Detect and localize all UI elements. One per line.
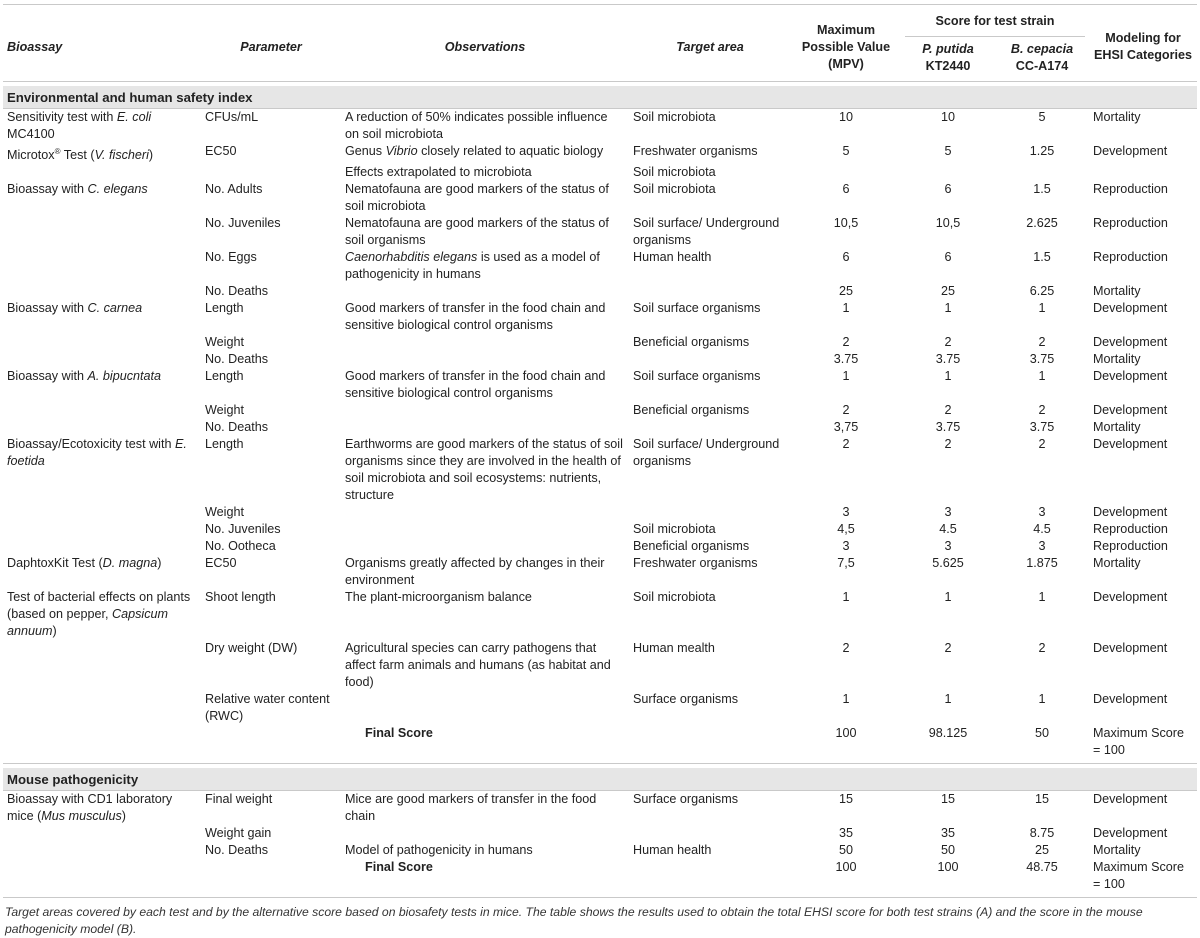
bioassay-cell: [3, 351, 201, 368]
table-row: [3, 791, 1197, 826]
parameter-cell: No. Eggs: [205, 250, 257, 265]
table-row: [3, 419, 1197, 436]
score-strain2-cell: 3: [1038, 539, 1046, 554]
category-cell: Development: [1093, 641, 1168, 656]
target-area-cell: Beneficial organisms: [633, 539, 750, 554]
score-strain2-cell: 1: [1038, 301, 1046, 316]
observation-cell: The plant-microorganism balance: [345, 590, 532, 605]
score-strain2-cell: [995, 164, 1089, 181]
mpv-cell: 2: [842, 335, 850, 350]
section-mouse-title: Mouse pathogenicity: [3, 768, 1197, 791]
target-area-cell: Soil surface organisms: [633, 301, 761, 316]
bioassay-cell: Bioassay with C. carnea: [7, 301, 143, 316]
score-strain2-cell: 1.5: [1033, 250, 1051, 265]
mpv-cell: 2: [842, 403, 850, 418]
category-cell: Reproduction: [1093, 216, 1168, 231]
empty-cell: [629, 859, 791, 898]
bioassay-cell: [3, 640, 201, 691]
final-score-strain1: 100: [937, 860, 959, 875]
score-strain2-cell: 4.5: [1033, 522, 1051, 537]
parameter-cell: [201, 164, 341, 181]
score-strain1-cell: 15: [940, 792, 955, 807]
header-parameter: Parameter: [240, 39, 302, 54]
bioassay-cell: [3, 402, 201, 419]
mpv-cell: 3,75: [833, 420, 859, 435]
observation-cell: [341, 334, 629, 351]
final-mpv: 100: [835, 860, 857, 875]
header-target-area: Target area: [676, 39, 744, 54]
category-cell: Reproduction: [1093, 250, 1168, 265]
target-area-cell: Soil microbiota: [633, 165, 716, 180]
observation-cell: Caenorhabditis elegans is used as a model of pathogenicity in humans: [345, 250, 600, 282]
category-cell: Development: [1093, 505, 1168, 520]
category-cell: Mortality: [1093, 110, 1141, 124]
table-row: [3, 538, 1197, 555]
empty-cell: [629, 725, 791, 764]
observation-cell: Good markers of transfer in the food chain and sensitive biological control organisms: [345, 369, 606, 401]
score-strain1-cell: 2: [944, 641, 952, 656]
observation-cell: A reduction of 50% indicates possible influence on soil microbiota: [345, 110, 608, 141]
mpv-cell: 1: [842, 369, 850, 384]
observation-cell: [341, 691, 629, 725]
empty-cell: [201, 725, 341, 764]
target-area-cell: Human health: [633, 843, 712, 858]
bioassay-cell: [3, 164, 201, 181]
header-modeling: Modeling for EHSI Categories: [1094, 31, 1192, 62]
final-score-strain2: 50: [1035, 726, 1050, 741]
score-strain1-cell: 35: [940, 826, 955, 841]
observation-cell: [341, 504, 629, 521]
final-mpv: 100: [835, 726, 857, 741]
target-area-cell: Soil microbiota: [633, 522, 716, 537]
score-strain2-cell: 2: [1038, 335, 1046, 350]
mpv-cell: 1: [842, 301, 850, 316]
mpv-cell: 6: [842, 182, 850, 197]
score-strain2-cell: 8.75: [1029, 826, 1055, 841]
score-strain1-cell: 6: [944, 250, 952, 265]
category-cell: [1089, 164, 1197, 181]
observation-cell: Organisms greatly affected by changes in their environment: [345, 556, 605, 588]
mpv-cell: 3.75: [833, 352, 859, 367]
score-strain1-cell: 5.625: [932, 556, 964, 571]
parameter-cell: No. Deaths: [205, 284, 268, 299]
observation-cell: Mice are good markers of transfer in the food chain: [345, 792, 597, 824]
score-strain2-cell: 15: [1035, 792, 1050, 807]
parameter-cell: No. Ootheca: [205, 539, 276, 554]
bioassay-cell: [3, 283, 201, 300]
table-row: [3, 842, 1197, 859]
table-row: [3, 521, 1197, 538]
table-row: [3, 215, 1197, 249]
parameter-cell: No. Adults: [205, 182, 263, 197]
bioassay-cell: [3, 249, 201, 283]
mpv-cell: 2: [842, 641, 850, 656]
mpv-cell: 35: [838, 826, 853, 841]
mpv-cell: 50: [838, 843, 853, 858]
table-row: [3, 368, 1197, 402]
score-strain1-cell: 5: [944, 144, 952, 158]
target-area-cell: [629, 419, 791, 436]
parameter-cell: Weight: [205, 505, 244, 520]
score-strain1-cell: 2: [944, 437, 952, 452]
score-strain2-cell: 5: [1038, 110, 1046, 124]
score-strain1-cell: 6: [944, 182, 952, 197]
mpv-cell: 3: [842, 505, 850, 520]
category-cell: Reproduction: [1093, 539, 1168, 554]
table-row: [3, 504, 1197, 521]
mpv-cell: 15: [838, 792, 853, 807]
header-score-group: Score for test strain: [901, 5, 1089, 38]
score-strain1-cell: 3: [944, 539, 952, 554]
category-cell: Development: [1093, 792, 1168, 807]
score-strain2-cell: 1: [1038, 369, 1046, 384]
section-ehsi-final-score-row: [3, 725, 1197, 764]
category-cell: Mortality: [1093, 843, 1141, 858]
parameter-cell: Relative water content (RWC): [205, 692, 330, 724]
header-mpv: Maximum Possible Value (MPV): [801, 22, 891, 71]
bioassay-cell: [3, 538, 201, 555]
mpv-cell: 6: [842, 250, 850, 265]
table-caption: Target areas covered by each test and by the alternative score based on biosafety tests in mice. The table shows the results used to obtain the total EHSI score for both test strains (A) and the score in the mouse pathogenicity model (B).: [5, 905, 1143, 937]
bioassay-cell: Bioassay with A. bipucntata: [7, 369, 162, 384]
observation-cell: [341, 419, 629, 436]
score-strain2-cell: 2: [1038, 641, 1046, 656]
category-cell: Mortality: [1093, 556, 1141, 571]
header-bioassay: Bioassay: [7, 39, 63, 54]
score-strain1-cell: 3.75: [935, 420, 961, 435]
parameter-cell: Length: [205, 437, 244, 452]
table-row: [3, 402, 1197, 419]
empty-cell: [3, 725, 201, 764]
table-row: [3, 436, 1197, 504]
bioassay-cell: Bioassay/Ecotoxicity test with E. foetida: [7, 437, 187, 469]
table-row: [3, 691, 1197, 725]
header-strain1: P. putida KT2440: [922, 42, 974, 73]
bioassay-cell: Sensitivity test with E. coli MC4100: [7, 110, 152, 141]
category-cell: Development: [1093, 369, 1168, 384]
table-row: [3, 181, 1197, 215]
parameter-cell: No. Juveniles: [205, 216, 281, 231]
target-area-cell: Surface organisms: [633, 792, 738, 807]
observation-cell: [341, 283, 629, 300]
score-strain2-cell: 3.75: [1029, 420, 1055, 435]
final-score-strain2: 48.75: [1026, 860, 1058, 875]
section-mouse-final-score-row: [3, 859, 1197, 898]
target-area-cell: Soil microbiota: [633, 182, 716, 197]
parameter-cell: Weight: [205, 403, 244, 418]
table-row: [3, 300, 1197, 334]
table-row: [3, 164, 1197, 181]
table-row: [3, 640, 1197, 691]
score-strain1-cell: 1: [944, 590, 952, 605]
mpv-cell: 10: [838, 110, 853, 124]
observation-cell: Genus Vibrio closely related to aquatic biology: [345, 144, 604, 158]
category-cell: Mortality: [1093, 284, 1141, 299]
table-row: [3, 555, 1197, 589]
parameter-cell: Weight gain: [205, 826, 272, 841]
final-score-label: Final Score: [365, 726, 433, 741]
mpv-cell: [791, 164, 901, 181]
score-strain1-cell: 2: [944, 403, 952, 418]
score-strain1-cell: 25: [940, 284, 955, 299]
table-container: [3, 0, 1197, 938]
observation-cell: [341, 521, 629, 538]
final-score-strain1: 98.125: [928, 726, 968, 741]
parameter-cell: Weight: [205, 335, 244, 350]
bioassay-cell: [3, 419, 201, 436]
observation-cell: [341, 402, 629, 419]
score-strain2-cell: 6.25: [1029, 284, 1055, 299]
mpv-cell: 1: [842, 590, 850, 605]
score-strain1-cell: 1: [944, 692, 952, 707]
bioassay-cell: [3, 825, 201, 842]
target-area-cell: Freshwater organisms: [633, 144, 758, 158]
mpv-cell: 2: [842, 437, 850, 452]
score-strain2-cell: 3: [1038, 505, 1046, 520]
final-score-label: Final Score: [365, 860, 433, 875]
parameter-cell: Dry weight (DW): [205, 641, 298, 656]
section-ehsi-title: Environmental and human safety index: [3, 86, 1197, 109]
table-row: [3, 334, 1197, 351]
score-strain2-cell: 2.625: [1026, 216, 1058, 231]
score-strain2-cell: 1.5: [1033, 182, 1051, 197]
bioassay-cell: [3, 521, 201, 538]
target-area-cell: [629, 283, 791, 300]
parameter-cell: CFUs/mL: [205, 110, 259, 124]
final-category: Maximum Score = 100: [1093, 726, 1184, 758]
table-row: [3, 351, 1197, 368]
table-row: [3, 283, 1197, 300]
category-cell: Mortality: [1093, 420, 1141, 435]
score-strain1-cell: 10: [940, 110, 955, 124]
table-row: [3, 109, 1197, 144]
target-area-cell: Soil surface/ Underground organisms: [633, 216, 780, 248]
score-strain2-cell: 3.75: [1029, 352, 1055, 367]
observation-cell: Agricultural species can carry pathogens that affect farm animals and humans (as habitat and food): [345, 641, 611, 690]
category-cell: Reproduction: [1093, 522, 1168, 537]
parameter-cell: EC50: [205, 144, 237, 158]
score-strain2-cell: 1: [1038, 692, 1046, 707]
table-row: [3, 589, 1197, 640]
header-strain2: B. cepacia CC-A174: [1010, 42, 1074, 73]
parameter-cell: No. Deaths: [205, 420, 268, 435]
target-area-cell: Beneficial organisms: [633, 335, 750, 350]
table-row: [3, 249, 1197, 283]
category-cell: Development: [1093, 301, 1168, 316]
category-cell: Development: [1093, 437, 1168, 452]
score-strain2-cell: 1: [1038, 590, 1046, 605]
category-cell: Mortality: [1093, 352, 1141, 367]
bioassay-cell: Test of bacterial effects on plants (based on pepper, Capsicum annuum): [7, 590, 191, 639]
observation-cell: Good markers of transfer in the food chain and sensitive biological control organisms: [345, 301, 606, 333]
mpv-cell: 7,5: [837, 556, 855, 571]
bioassay-cell: Bioassay with C. elegans: [7, 182, 148, 197]
table-row: [3, 825, 1197, 842]
target-area-cell: Human mealth: [633, 641, 715, 656]
observation-cell: Effects extrapolated to microbiota: [345, 165, 532, 180]
parameter-cell: EC50: [205, 556, 237, 571]
score-strain2-cell: 2: [1038, 437, 1046, 452]
category-cell: Development: [1093, 335, 1168, 350]
target-area-cell: Human health: [633, 250, 712, 265]
score-strain2-cell: 25: [1035, 843, 1050, 858]
target-area-cell: Freshwater organisms: [633, 556, 758, 571]
mpv-cell: 10,5: [833, 216, 859, 231]
observation-cell: Nematofauna are good markers of the status of soil microbiota: [345, 182, 609, 214]
bioassay-cell: Bioassay with CD1 laboratory mice (Mus musculus): [7, 792, 173, 824]
score-strain2-cell: 1.875: [1026, 556, 1058, 571]
category-cell: Development: [1093, 692, 1168, 707]
bioassay-cell: [3, 334, 201, 351]
score-strain1-cell: 1: [944, 369, 952, 384]
final-category: Maximum Score = 100: [1093, 860, 1184, 892]
ehsi-table: [3, 4, 1197, 898]
header-observations: Observations: [444, 39, 526, 54]
observation-cell: [341, 351, 629, 368]
target-area-cell: Beneficial organisms: [633, 403, 750, 418]
mpv-cell: 3: [842, 539, 850, 554]
observation-cell: [341, 825, 629, 842]
bioassay-cell: DaphtoxKit Test (D. magna): [7, 556, 162, 571]
score-strain1-cell: 3.75: [935, 352, 961, 367]
score-strain2-cell: 2: [1038, 403, 1046, 418]
target-area-cell: Soil microbiota: [633, 110, 716, 124]
score-strain1-cell: 3: [944, 505, 952, 520]
observation-cell: Model of pathogenicity in humans: [345, 843, 533, 858]
category-cell: Development: [1093, 403, 1168, 418]
observation-cell: [341, 538, 629, 555]
score-strain2-cell: 1.25: [1029, 144, 1055, 158]
category-cell: Development: [1093, 590, 1168, 605]
empty-cell: [3, 859, 201, 898]
score-strain1-cell: 10,5: [935, 216, 961, 231]
mpv-cell: 4,5: [837, 522, 855, 537]
target-area-cell: [629, 825, 791, 842]
parameter-cell: Shoot length: [205, 590, 276, 605]
target-area-cell: Soil surface/ Underground organisms: [633, 437, 780, 469]
bioassay-cell: [3, 691, 201, 725]
bioassay-cell: [3, 842, 201, 859]
observation-cell: Earthworms are good markers of the status of soil organisms since they are involved in the health of soil microbiota and soil ecosystems: nutrients, structure: [345, 437, 623, 503]
score-strain1-cell: 2: [944, 335, 952, 350]
target-area-cell: [629, 504, 791, 521]
observation-cell: Nematofauna are good markers of the status of soil organisms: [345, 216, 609, 248]
parameter-cell: Length: [205, 301, 244, 316]
mpv-cell: 25: [838, 284, 853, 299]
target-area-cell: Surface organisms: [633, 692, 738, 707]
target-area-cell: Soil surface organisms: [633, 369, 761, 384]
category-cell: Reproduction: [1093, 182, 1168, 197]
table-row: [3, 143, 1197, 164]
parameter-cell: No. Deaths: [205, 352, 268, 367]
bioassay-cell: [3, 215, 201, 249]
category-cell: Development: [1093, 826, 1168, 841]
bioassay-cell: [3, 504, 201, 521]
parameter-cell: No. Deaths: [205, 843, 268, 858]
mpv-cell: 5: [842, 144, 850, 158]
empty-cell: [201, 859, 341, 898]
parameter-cell: Length: [205, 369, 244, 384]
score-strain1-cell: 50: [940, 843, 955, 858]
parameter-cell: Final weight: [205, 792, 273, 807]
target-area-cell: [629, 351, 791, 368]
score-strain1-cell: [901, 164, 995, 181]
mpv-cell: 1: [842, 692, 850, 707]
bioassay-cell: Microtox® Test (V. fischeri): [7, 147, 154, 163]
parameter-cell: No. Juveniles: [205, 522, 281, 537]
target-area-cell: Soil microbiota: [633, 590, 716, 605]
category-cell: Development: [1093, 144, 1168, 158]
score-strain1-cell: 4.5: [939, 522, 957, 537]
score-strain1-cell: 1: [944, 301, 952, 316]
